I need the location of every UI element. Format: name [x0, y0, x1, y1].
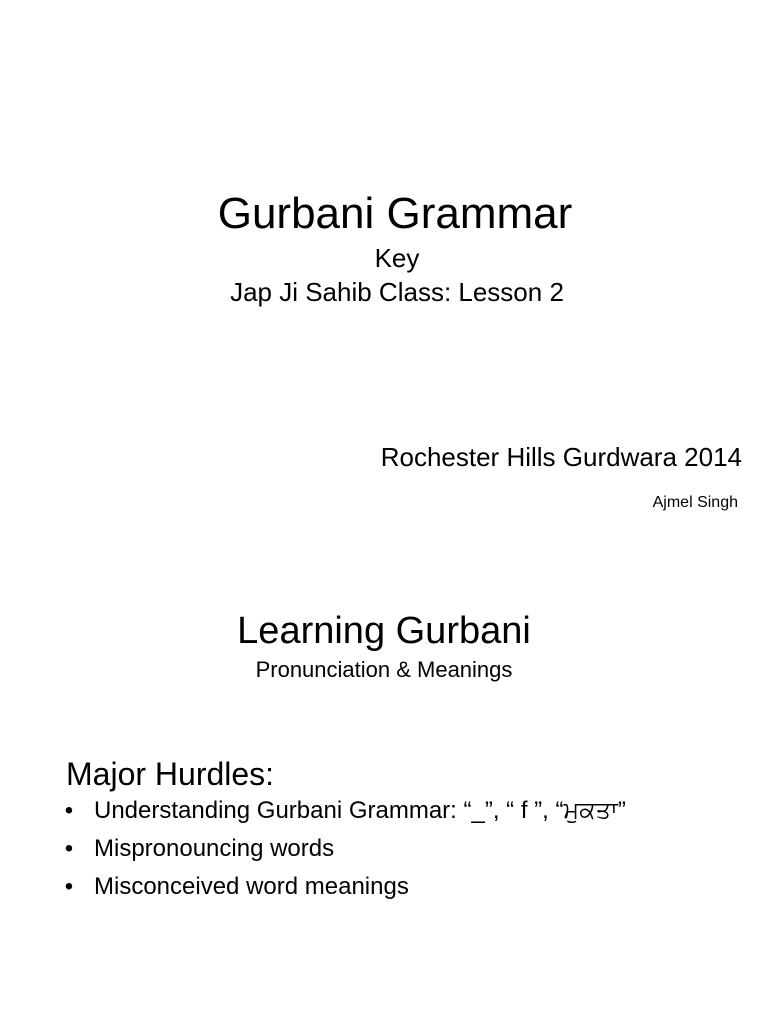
list-item	[62, 834, 626, 864]
page-title: Gurbani Grammar	[217, 189, 573, 238]
list-item-text: Misconceived word meanings	[94, 873, 409, 900]
slide-learning-gurbani	[0, 560, 768, 1024]
subtitle-key: Key	[374, 243, 420, 273]
subtitle-block	[0, 241, 768, 309]
bullet-icon: •	[64, 797, 74, 824]
section-heading: Major Hurdles:	[66, 756, 275, 792]
bullet-icon: •	[64, 835, 74, 862]
slide-title: Learning Gurbani	[237, 610, 531, 652]
bullet-icon: •	[64, 873, 74, 900]
list-item-text: Understanding Gurbani Grammar: “_”, “ f ”, “ਮੁਕਤਾ”	[94, 797, 626, 824]
list-item	[62, 796, 626, 826]
organization-text: Rochester Hills Gurdwara 2014	[380, 442, 742, 472]
subtitle-lesson: Jap Ji Sahib Class: Lesson 2	[230, 277, 564, 307]
slide-subtitle: Pronunciation & Meanings	[255, 657, 513, 682]
author-name: Ajmel Singh	[652, 494, 738, 511]
list-item-text: Mispronouncing words	[94, 835, 335, 862]
list-item	[62, 872, 626, 902]
bullet-list	[62, 796, 626, 910]
